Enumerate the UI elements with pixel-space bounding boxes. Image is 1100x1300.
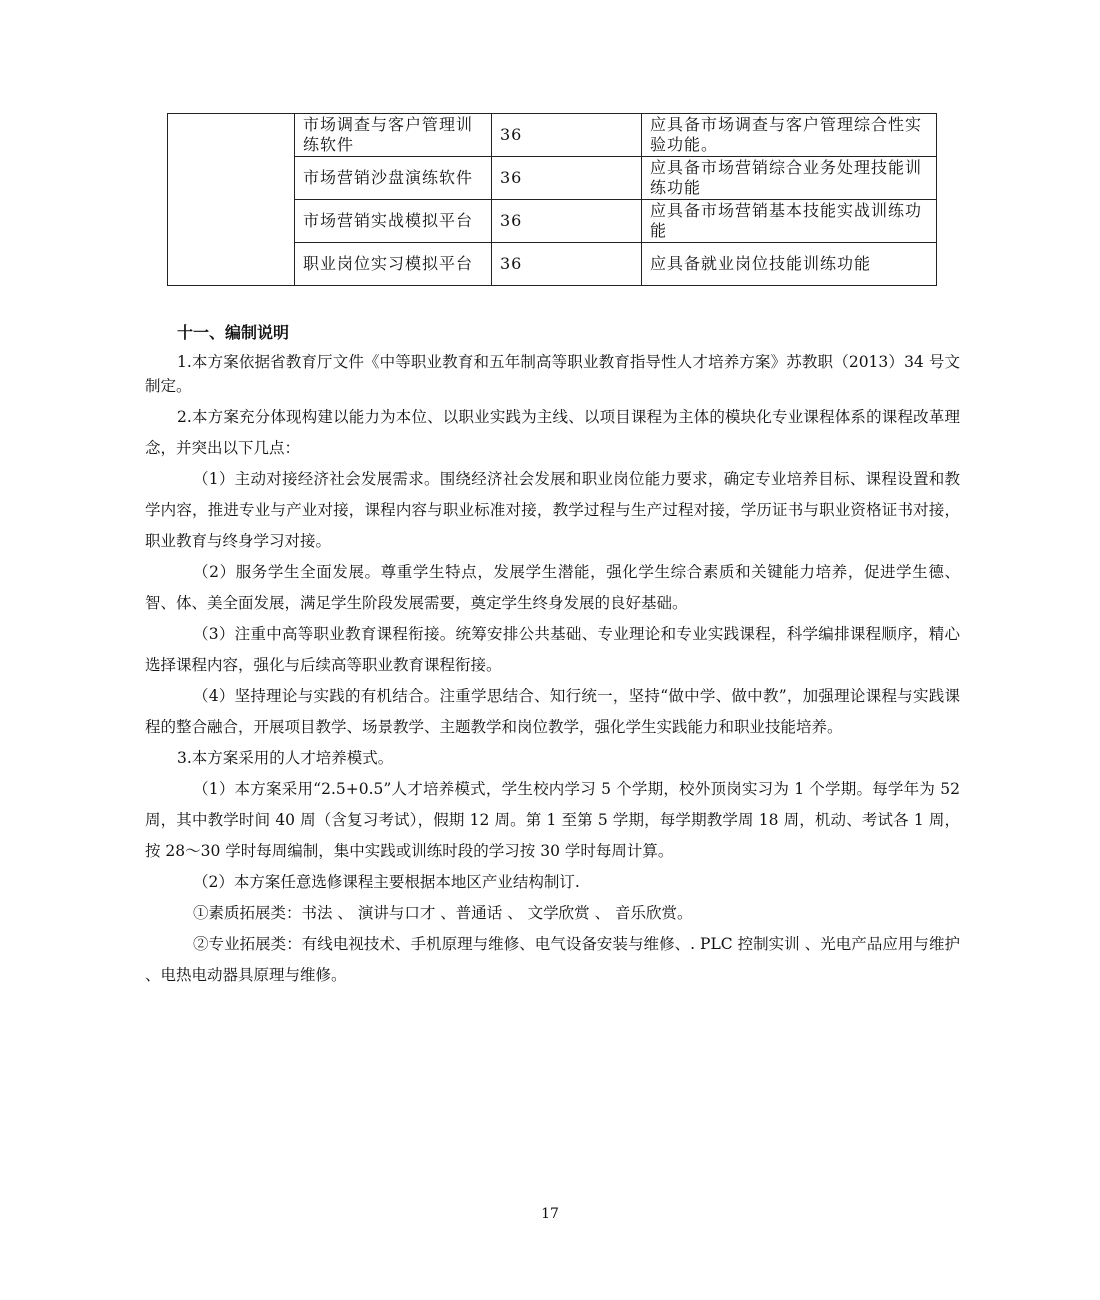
requirement-cell: 应具备就业岗位技能训练功能 bbox=[642, 243, 937, 286]
paragraph: ②专业拓展类：有线电视技术、手机原理与维修、电气设备安装与维修、. PLC 控制实训 、光电产品应用与维护 、电热电动器具原理与维修。 bbox=[145, 935, 960, 984]
page-number: 17 bbox=[541, 1206, 559, 1222]
paragraph: （3）注重中高等职业教育课程衔接。统筹安排公共基础、专业理论和专业实践课程，科学编排课程顺序，精心选择课程内容，强化与后续高等职业教育课程衔接。 bbox=[145, 625, 960, 674]
quantity-cell: 36 bbox=[492, 114, 642, 157]
equipment-name-cell: 市场营销实战模拟平台 bbox=[295, 200, 492, 243]
category-cell bbox=[168, 114, 295, 286]
paragraph: （1）本方案采用“2.5+0.5”人才培养模式，学生校内学习 5 个学期，校外顶岗实习为 1 个学期。每学年为 52 周，其中教学时间 40 周（含复习考试），假期 12 周。第 1 至第 5 学期，每学期教学周 18 周，机动、考试各 1 周，按 28～30 学时每周编制，集中实践或训练时段的学习按 30 学时每周计算。 bbox=[145, 780, 960, 860]
equipment-name-cell: 市场营销沙盘演练软件 bbox=[295, 157, 492, 200]
section-body bbox=[145, 322, 960, 991]
quantity-cell: 36 bbox=[492, 157, 642, 200]
paragraph: 1.本方案依据省教育厅文件《中等职业教育和五年制高等职业教育指导性人才培养方案》苏教职（2013）34 号文制定。 bbox=[145, 353, 960, 395]
paragraph: ①素质拓展类：书法 、 演讲与口才 、普通话 、 文学欣赏 、 音乐欣赏。 bbox=[193, 904, 693, 922]
paragraph: 2.本方案充分体现构建以能力为本位、以职业实践为主线、以项目课程为主体的模块化专业课程体系的课程改革理念，并突出以下几点： bbox=[145, 408, 960, 457]
quantity-cell: 36 bbox=[492, 243, 642, 286]
paragraph: 3.本方案采用的人才培养模式。 bbox=[177, 749, 394, 767]
paragraph: （1）主动对接经济社会发展需求。围绕经济社会发展和职业岗位能力要求，确定专业培养目标、课程设置和教学内容，推进专业与产业对接，课程内容与职业标准对接，教学过程与生产过程对接，学历证书与职业资格证书对接，职业教育与终身学习对接。 bbox=[145, 470, 960, 550]
paragraph: （2）本方案任意选修课程主要根据本地区产业结构制订. bbox=[193, 873, 580, 891]
table-row bbox=[168, 114, 937, 157]
paragraph: （4）坚持理论与实践的有机结合。注重学思结合、知行统一，坚持“做中学、做中教”，加强理论课程与实践课程的整合融合，开展项目教学、场景教学、主题教学和岗位教学，强化学生实践能力和职业技能培养。 bbox=[145, 687, 960, 736]
equipment-name-cell: 市场调查与客户管理训练软件 bbox=[295, 114, 492, 157]
requirement-cell: 应具备市场调查与客户管理综合性实验功能。 bbox=[642, 114, 937, 157]
paragraph: （2）服务学生全面发展。尊重学生特点，发展学生潜能，强化学生综合素质和关键能力培养，促进学生德、智、体、美全面发展，满足学生阶段发展需要，奠定学生终身发展的良好基础。 bbox=[145, 563, 960, 612]
equipment-name-cell: 职业岗位实习模拟平台 bbox=[295, 243, 492, 286]
requirement-cell: 应具备市场营销基本技能实战训练功能 bbox=[642, 200, 937, 243]
section-heading: 十一、编制说明 bbox=[177, 323, 290, 342]
equipment-table bbox=[167, 113, 937, 286]
quantity-cell: 36 bbox=[492, 200, 642, 243]
requirement-cell: 应具备市场营销综合业务处理技能训练功能 bbox=[642, 157, 937, 200]
